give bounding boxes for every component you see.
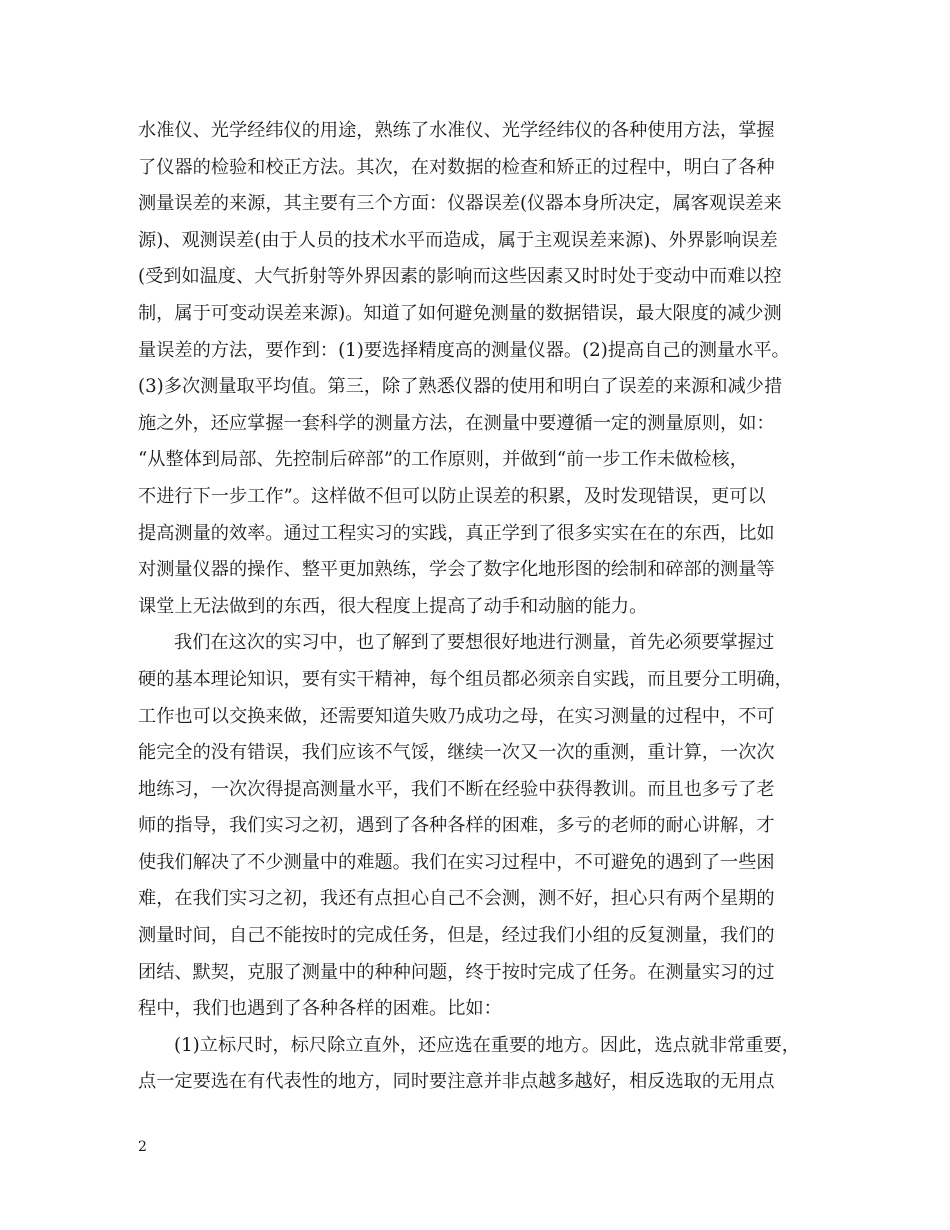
paragraph-start-line: (1)立标尺时，标尺除立直外，还应选在重要的地方。因此，选点就非常重要， <box>174 1034 800 1056</box>
text-line: 施之外，还应掌握一套科学的测量方法，在测量中要遵循一定的测量原则，如： <box>138 412 775 434</box>
text-line: 对测量仪器的操作、整平更加熟练，学会了数字化地形图的绘制和碎部的测量等 <box>138 559 775 581</box>
text-line: 源)、观测误差(由于人员的技术水平而造成，属于主观误差来源)、外界影响误差 <box>138 229 778 251</box>
text-line: 地练习，一次次得提高测量水平，我们不断在经验中获得教训。而且也多亏了老 <box>138 778 775 800</box>
text-line: 工作也可以交换来做，还需要知道失败乃成功之母，在实习测量的过程中，不可 <box>138 705 775 727</box>
text-line: 难，在我们实习之初，我还有点担心自己不会测，测不好，担心只有两个星期的 <box>138 888 775 910</box>
text-line: “从整体到局部、先控制后碎部”的工作原则，并做到“前一步工作未做检核， <box>138 449 748 471</box>
text-line: 团结、默契，克服了测量中的种种问题，终于按时完成了任务。在测量实习的过 <box>138 961 775 983</box>
text-line: 程中，我们也遇到了各种各样的困难。比如： <box>138 998 502 1020</box>
page-number: 2 <box>138 1139 147 1155</box>
text-line: 了仪器的检验和校正方法。其次，在对数据的检查和矫正的过程中，明白了各种 <box>138 156 775 178</box>
text-line: 硬的基本理论知识，要有实干精神，每个组员都必须亲自实践，而且要分工明确， <box>138 668 793 690</box>
text-line: (3)多次测量取平均值。第三，除了熟悉仪器的使用和明白了误差的来源和减少措 <box>138 376 783 398</box>
text-line: 点一定要选在有代表性的地方，同时要注意并非点越多越好，相反选取的无用点 <box>138 1071 775 1093</box>
text-line: 测量误差的来源，其主要有三个方面：仪器误差(仪器本身所决定，属客观误差来 <box>138 193 782 215</box>
text-line: 使我们解决了不少测量中的难题。我们在实习过程中，不可避免的遇到了一些困 <box>138 851 775 873</box>
paragraph-start-line: 我们在这次的实习中，也了解到了要想很好地进行测量，首先必须要掌握过 <box>174 632 775 654</box>
text-line: 测量时间，自己不能按时的完成任务，但是，经过我们小组的反复测量，我们的 <box>138 925 775 947</box>
text-line: 不进行下一步工作”。这样做不但可以防止误差的积累，及时发现错误，更可以 <box>138 485 766 507</box>
text-line: 提高测量的效率。通过工程实习的实践，真正学到了很多实实在在的东西，比如 <box>138 522 775 544</box>
text-line: 能完全的没有错误，我们应该不气馁，继续一次又一次的重测，重计算，一次次 <box>138 742 775 764</box>
text-line: 课堂上无法做到的东西，很大程度上提高了动手和动脑的能力。 <box>138 595 648 617</box>
text-line: 制，属于可变动误差来源)。知道了如何避免测量的数据错误，最大限度的减少测 <box>138 302 782 324</box>
text-line: 量误差的方法，要作到：(1)要选择精度高的测量仪器。(2)提高自己的测量水平。 <box>138 339 790 361</box>
text-line: 师的指导，我们实习之初，遇到了各种各样的困难，多亏的老师的耐心讲解，才 <box>138 815 775 837</box>
text-line: 水准仪、光学经纬仪的用途，熟练了水准仪、光学经纬仪的各种使用方法，掌握 <box>138 120 775 141</box>
body-text <box>138 113 828 1101</box>
text-line: (受到如温度、大气折射等外界因素的影响而这些因素又时时处于变动中而难以控 <box>138 266 782 288</box>
